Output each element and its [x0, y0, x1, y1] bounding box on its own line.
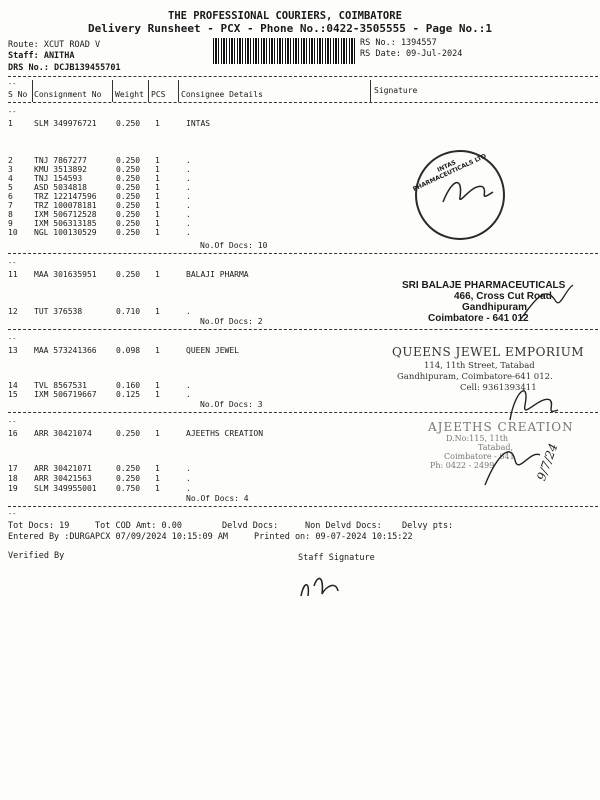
table-row: 6 TRZ 122147596 0.250 1 .: [8, 192, 191, 201]
docs-count: No.Of Docs: 10: [200, 241, 268, 250]
table-row: 17 ARR 30421071 0.250 1 .: [8, 464, 191, 473]
table-row: 3 KMU 3513892 0.250 1 .: [8, 165, 191, 174]
total-cod: Tot COD Amt: 0.00: [95, 521, 182, 531]
entered-by: Entered By :DURGAPCX 07/09/2024 10:15:09 AM: [8, 532, 229, 542]
docs-count: No.Of Docs: 4: [186, 494, 249, 503]
verified-by: Verified By: [8, 551, 65, 561]
table-row: 12 TUT 376538 0.710 1 .: [8, 307, 191, 316]
delivered-docs: Delvd Docs:: [222, 521, 279, 531]
balaji-stamp: SRI BALAJE PHARMACEUTICALS 466, Cross Cut Road Gandhipuram Coimbatore - 641 012: [402, 280, 566, 324]
company-title: THE PROFESSIONAL COURIERS, COIMBATORE: [168, 10, 402, 22]
table-row: 15 IXM 506719667 0.125 1 .: [8, 390, 191, 399]
total-docs: Tot Docs: 19: [8, 521, 70, 531]
barcode: [213, 38, 355, 64]
balaji-signature: [515, 280, 575, 330]
non-delivered-docs: Non Delvd Docs:: [305, 521, 382, 531]
staff-label: Staff: ANITHA: [8, 51, 75, 61]
table-row: 18 ARR 30421563 0.250 1 .: [8, 474, 191, 483]
staff-signature-label: Staff Signature: [298, 553, 375, 563]
document-title: Delivery Runsheet - PCX - Phone No.:0422-3505555 - Page No.:1: [88, 22, 492, 35]
delivery-points: Delvy pts:: [402, 521, 454, 531]
table-row: 19 SLM 349955001 0.750 1 .: [8, 484, 191, 493]
rs-date: RS Date: 09-Jul-2024: [360, 49, 463, 59]
ajeeths-stamp: AJEETHS CREATION D.No:115, 11th Tatabad, Coimbatore - 641 Ph: 0422 - 2499: [428, 420, 574, 470]
table-row: 4 TNJ 154593 0.250 1 .: [8, 174, 191, 183]
intas-stamp: INTAS PHARMACEUTICALS LTD: [400, 135, 520, 255]
table-row: 5 ASD 5034818 0.250 1 .: [8, 183, 191, 192]
col-pcs: PCS: [151, 90, 166, 99]
printed-on: Printed on: 09-07-2024 10:15:22: [254, 532, 413, 542]
rs-number: RS No.: 1394557: [360, 38, 437, 48]
table-row: 16 ARR 30421074 0.250 1 AJEETHS CREATION: [8, 429, 264, 438]
handwritten-date: 9/7/24: [534, 441, 561, 483]
col-signature: Signature: [374, 86, 418, 95]
table-row: 10 NGL 100130529 0.250 1 .: [8, 228, 191, 237]
table-row: 13 MAA 573241366 0.098 1 QUEEN JEWEL: [8, 346, 239, 355]
table-row: 1 SLM 349976721 0.250 1 INTAS: [8, 119, 211, 128]
route-label: Route: XCUT ROAD V: [8, 40, 101, 50]
staff-signature: [296, 566, 356, 606]
table-row: 14 TVL 8567531 0.160 1 .: [8, 381, 191, 390]
col-consignee: Consignee Details: [181, 90, 263, 99]
col-sno: S No: [8, 90, 28, 99]
table-row: 7 TRZ 100078181 0.250 1 .: [8, 201, 191, 210]
drs-number: DRS No.: DCJB139455701: [8, 63, 121, 73]
table-row: 8 IXM 506712528 0.250 1 .: [8, 210, 191, 219]
docs-count: No.Of Docs: 3: [200, 400, 263, 409]
divider: [8, 76, 598, 77]
queens-stamp: QUEENS JEWEL EMPORIUM 114, 11th Street, Tatabad Gandhipuram, Coimbatore-641 012. Cell: 9361393411: [392, 345, 585, 393]
intas-signature: [438, 172, 498, 212]
table-row: 9 IXM 506313185 0.250 1 .: [8, 219, 191, 228]
col-consignment: Consignment No: [34, 90, 102, 99]
table-row: 11 MAA 301635951 0.250 1 BALAJI PHARMA: [8, 270, 249, 279]
docs-count: No.Of Docs: 2: [200, 317, 263, 326]
col-weight: Weight: [115, 90, 144, 99]
table-row: 2 TNJ 7867277 0.250 1 .: [8, 156, 191, 165]
